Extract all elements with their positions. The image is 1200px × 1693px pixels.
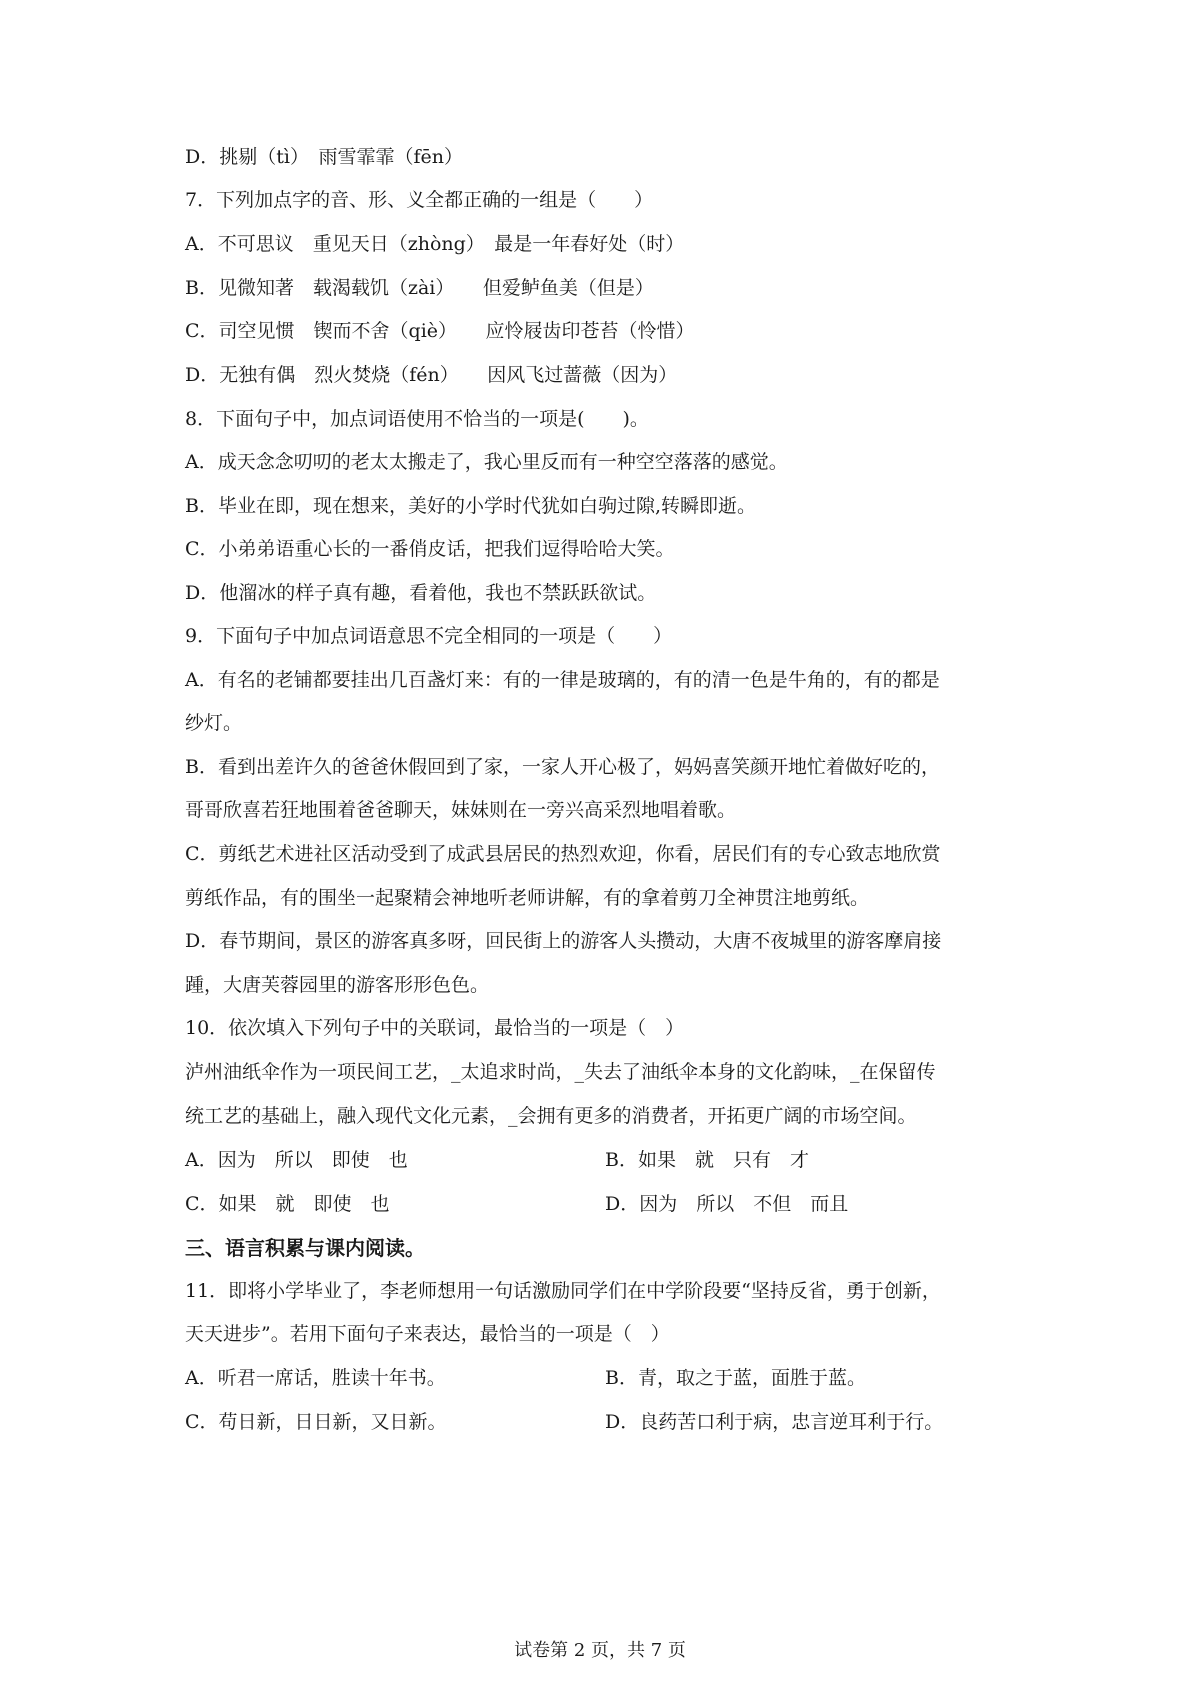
section-heading-3: 三、语言积累与课内阅读。 [185, 1236, 425, 1260]
q7-option-a: A．不可思议 重见天日（zhòng） 最是一年春好处（时） [185, 233, 685, 255]
q7-option-d: D．无独有偶 烈火焚烧（fén） 因风飞过蔷薇（因为） [185, 364, 678, 386]
question-10: 10．依次填入下列句子中的关联词，最恰当的一项是（ ） [185, 1017, 685, 1039]
q9-option-a-line1: A．有名的老铺都要挂出几百盏灯来：有的一律是玻璃的，有的清一色是牛角的，有的都是 [185, 669, 940, 691]
q11-option-c: C．苟日新，日日新，又日新。 [185, 1411, 447, 1433]
q10-stem-line2: 统工艺的基础上，融入现代文化元素，_会拥有更多的消费者，开拓更广阔的市场空间。 [185, 1105, 917, 1127]
q10-option-d: D．因为 所以 不但 而且 [605, 1193, 849, 1215]
question-11-line1: 11．即将小学毕业了，李老师想用一句话激励同学们在中学阶段要“坚持反省，勇于创新， [185, 1280, 941, 1302]
q7-option-c: C．司空见惯 锲而不舍（qiè） 应怜屐齿印苍苔（怜惜） [185, 320, 695, 342]
question-9: 9．下面句子中加点词语意思不完全相同的一项是（ ） [185, 625, 673, 647]
q10-option-c: C．如果 就 即使 也 [185, 1193, 390, 1215]
q9-option-b-line1: B．看到出差许久的爸爸休假回到了家，一家人开心极了，妈妈喜笑颜开地忙着做好吃的， [185, 756, 940, 778]
q9-option-a-line2: 纱灯。 [185, 712, 243, 734]
q9-option-d-line1: D．春节期间，景区的游客真多呀，回民街上的游客人头攒动，大唐不夜城里的游客摩肩接 [185, 930, 942, 952]
q8-option-d: D．他溜冰的样子真有趣，看着他，我也不禁跃跃欲试。 [185, 582, 657, 604]
q9-option-d-line2: 踵，大唐芙蓉园里的游客形形色色。 [185, 974, 490, 996]
q8-option-a: A．成天念念叨叨的老太太搬走了，我心里反而有一种空空落落的感觉。 [185, 451, 788, 473]
q8-option-b: B．毕业在即，现在想来，美好的小学时代犹如白驹过隙,转瞬即逝。 [185, 495, 757, 517]
page-footer: 试卷第 2 页，共 7 页 [514, 1640, 686, 1661]
q11-option-a: A．听君一席话，胜读十年书。 [185, 1367, 446, 1389]
question-7: 7．下列加点字的音、形、义全都正确的一组是（ ） [185, 189, 654, 211]
question-11-line2: 天天进步”。若用下面句子来表达，最恰当的一项是（ ） [185, 1323, 670, 1345]
q6-option-d: D．挑剔（tì） 雨雪霏霏（fēn） [185, 146, 463, 168]
question-8: 8．下面句子中，加点词语使用不恰当的一项是( )。 [185, 408, 649, 430]
q11-option-b: B．青，取之于蓝，面胜于蓝。 [605, 1367, 866, 1389]
q11-option-d: D．良药苦口利于病，忠言逆耳利于行。 [605, 1411, 944, 1433]
q10-option-b: B．如果 就 只有 才 [605, 1149, 809, 1171]
q8-option-c: C．小弟弟语重心长的一番俏皮话，把我们逗得哈哈大笑。 [185, 538, 675, 560]
q9-option-c-line2: 剪纸作品，有的围坐一起聚精会神地听老师讲解，有的拿着剪刀全神贯注地剪纸。 [185, 887, 870, 909]
q10-stem-line1: 泸州油纸伞作为一项民间工艺，_太追求时尚，_失去了油纸伞本身的文化韵味，_在保留传 [185, 1061, 936, 1083]
q10-option-a: A．因为 所以 即使 也 [185, 1149, 408, 1171]
q7-option-b: B．见微知著 载渴载饥（zài） 但爱鲈鱼美（但是） [185, 277, 654, 299]
q9-option-b-line2: 哥哥欣喜若狂地围着爸爸聊天，妹妹则在一旁兴高采烈地唱着歌。 [185, 799, 737, 821]
q9-option-c-line1: C．剪纸艺术进社区活动受到了成武县居民的热烈欢迎，你看，居民们有的专心致志地欣赏 [185, 843, 941, 865]
